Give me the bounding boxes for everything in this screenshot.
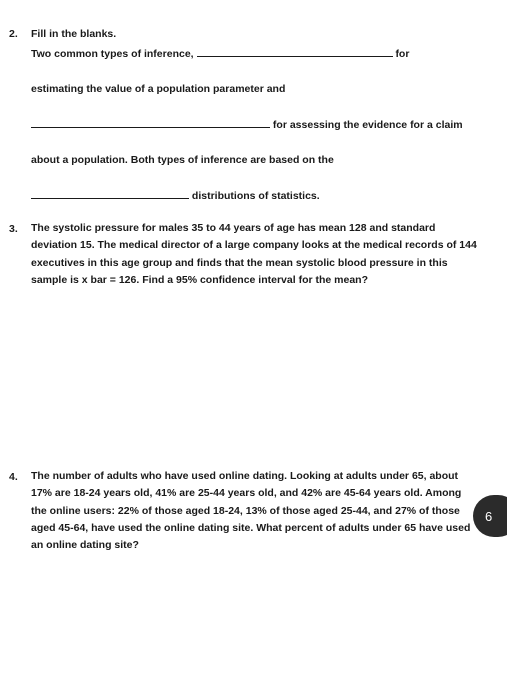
q2-line-3-tail: for assessing the evidence for a claim [272, 119, 463, 131]
page-number-badge [473, 495, 507, 537]
q2-line-2: estimating the value of a population parameter and [31, 83, 286, 95]
q2-line-1-text: Two common types of inference, [31, 48, 194, 60]
q3-number: 3. [9, 223, 18, 235]
q2-blank-2[interactable] [31, 117, 270, 128]
q2-line-3 [31, 117, 463, 132]
q2-blank-1[interactable] [197, 46, 393, 57]
q2-line-1-tail: for [395, 48, 410, 60]
q2-line-5-tail: distributions of statistics. [191, 190, 320, 202]
page-number: 6 [485, 508, 493, 524]
q2-line-1 [31, 46, 409, 61]
q2-line-4: about a population. Both types of inference are based on the [31, 154, 334, 166]
q4-number: 4. [9, 471, 18, 483]
q2-line-5 [31, 188, 320, 203]
q3-text: The systolic pressure for males 35 to 44 years of age has mean 128 and standard deviation 15. The medical director of a large company looks at the medical records of 144 executives in this age group and finds that the mean systolic blood pressure in this sample is x bar = 126. Find a 95% confidence interval for the mean? [31, 222, 477, 286]
q2-blank-3[interactable] [31, 188, 189, 199]
q4-text: The number of adults who have used online dating. Looking at adults under 65, about 17% are 18-24 years old, 41% are 25-44 years old, and 42% are 45-64 years old. Among the online users: 22% of those aged 18-24, 13% of those aged 25-44, and 27% of those aged 45-64, have used the online dating site. What percent of adults under 65 have used an online dating site? [31, 470, 471, 552]
q2-heading: Fill in the blanks. [31, 28, 117, 40]
q2-number: 2. [9, 28, 18, 40]
